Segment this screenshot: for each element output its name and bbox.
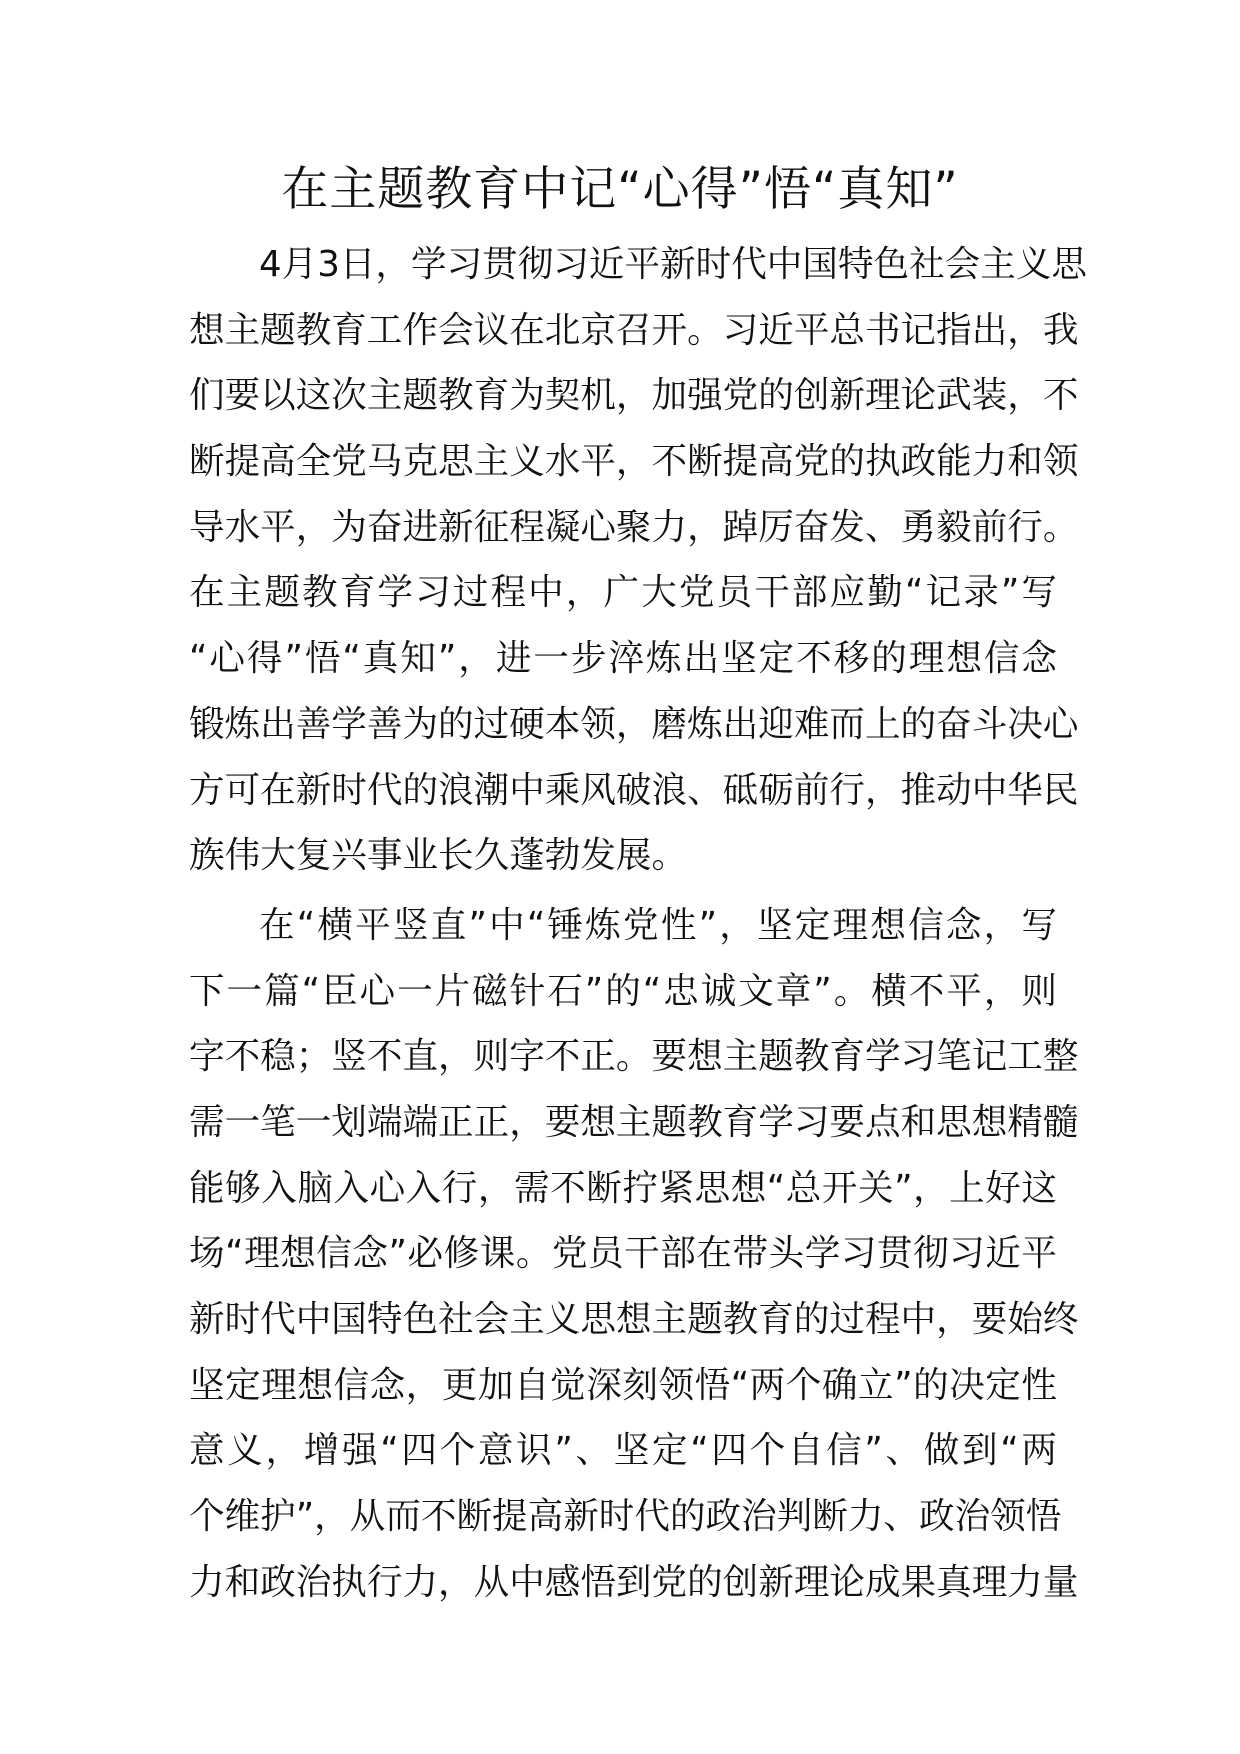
paragraph-2-line: 力和政治执行力，从中感悟到党的创新理论成果真理力量 [189,1561,1079,1603]
paragraph-1-line: 锻炼出善学善为的过硬本领，磨炼出迎难而上的奋斗决心 [189,703,1079,745]
paragraph-1-line: 断提高全党马克思主义水平，不断提高党的执政能力和领 [189,441,1079,483]
paragraph-1-line: 4月3日，学习贯彻习近平新时代中国特色社会主义思 [259,244,1087,285]
paragraph-1-line: 导水平，为奋进新征程凝心聚力，踔厉奋发、勇毅前行。 [189,506,1079,548]
paragraph-2-line: 需一笔一划端端正正，要想主题教育学习要点和思想精髓 [189,1101,1079,1143]
paragraph-2-line: 新时代中国特色社会主义思想主题教育的过程中，要始终 [189,1299,1079,1340]
paragraph-2-line: 下一篇“臣心一片磁针石”的“忠诚文章”。横不平，则 [189,970,1057,1012]
paragraph-2-line: 能够入脑入心入行，需不断拧紧思想“总开关”，上好这 [189,1167,1057,1209]
paragraph-1-line: 方可在新时代的浪潮中乘风破浪、砥砺前行，推动中华民 [189,769,1079,811]
paragraph-1-line: 在主题教育学习过程中，广大党员干部应勤“记录”写 [189,572,1057,614]
paragraph-1-line: 族伟大复兴事业长久蓬勃发展。 [189,835,688,877]
paragraph-2-line: 坚定理想信念，更加自觉深刻领悟“两个确立”的决定性 [189,1364,1057,1406]
paragraph-2-line: 在“横平竖直”中“锤炼党性”，坚定理想信念，写 [259,904,1057,946]
paragraph-2-line: 意义，增强“四个意识”、坚定“四个自信”、做到“两 [189,1430,1057,1472]
paragraph-2-line: 场“理想信念”必修课。党员干部在带头学习贯彻习近平 [189,1233,1057,1275]
document-title: 在主题教育中记“心得”悟“真知” [281,162,959,217]
paragraph-1-line: “心得”悟“真知”，进一步淬炼出坚定不移的理想信念 [189,638,1057,680]
paragraph-2-line: 字不稳；竖不直，则字不正。要想主题教育学习笔记工整 [189,1036,1079,1078]
document-body [189,232,1087,1615]
paragraph-1-line: 想主题教育工作会议在北京召开。习近平总书记指出，我 [189,309,1079,351]
paragraph-1-line: 们要以这次主题教育为契机，加强党的创新理论武装，不 [189,375,1079,417]
paragraph-2-line: 个维护”，从而不断提高新时代的政治判断力、政治领悟 [189,1496,1062,1538]
